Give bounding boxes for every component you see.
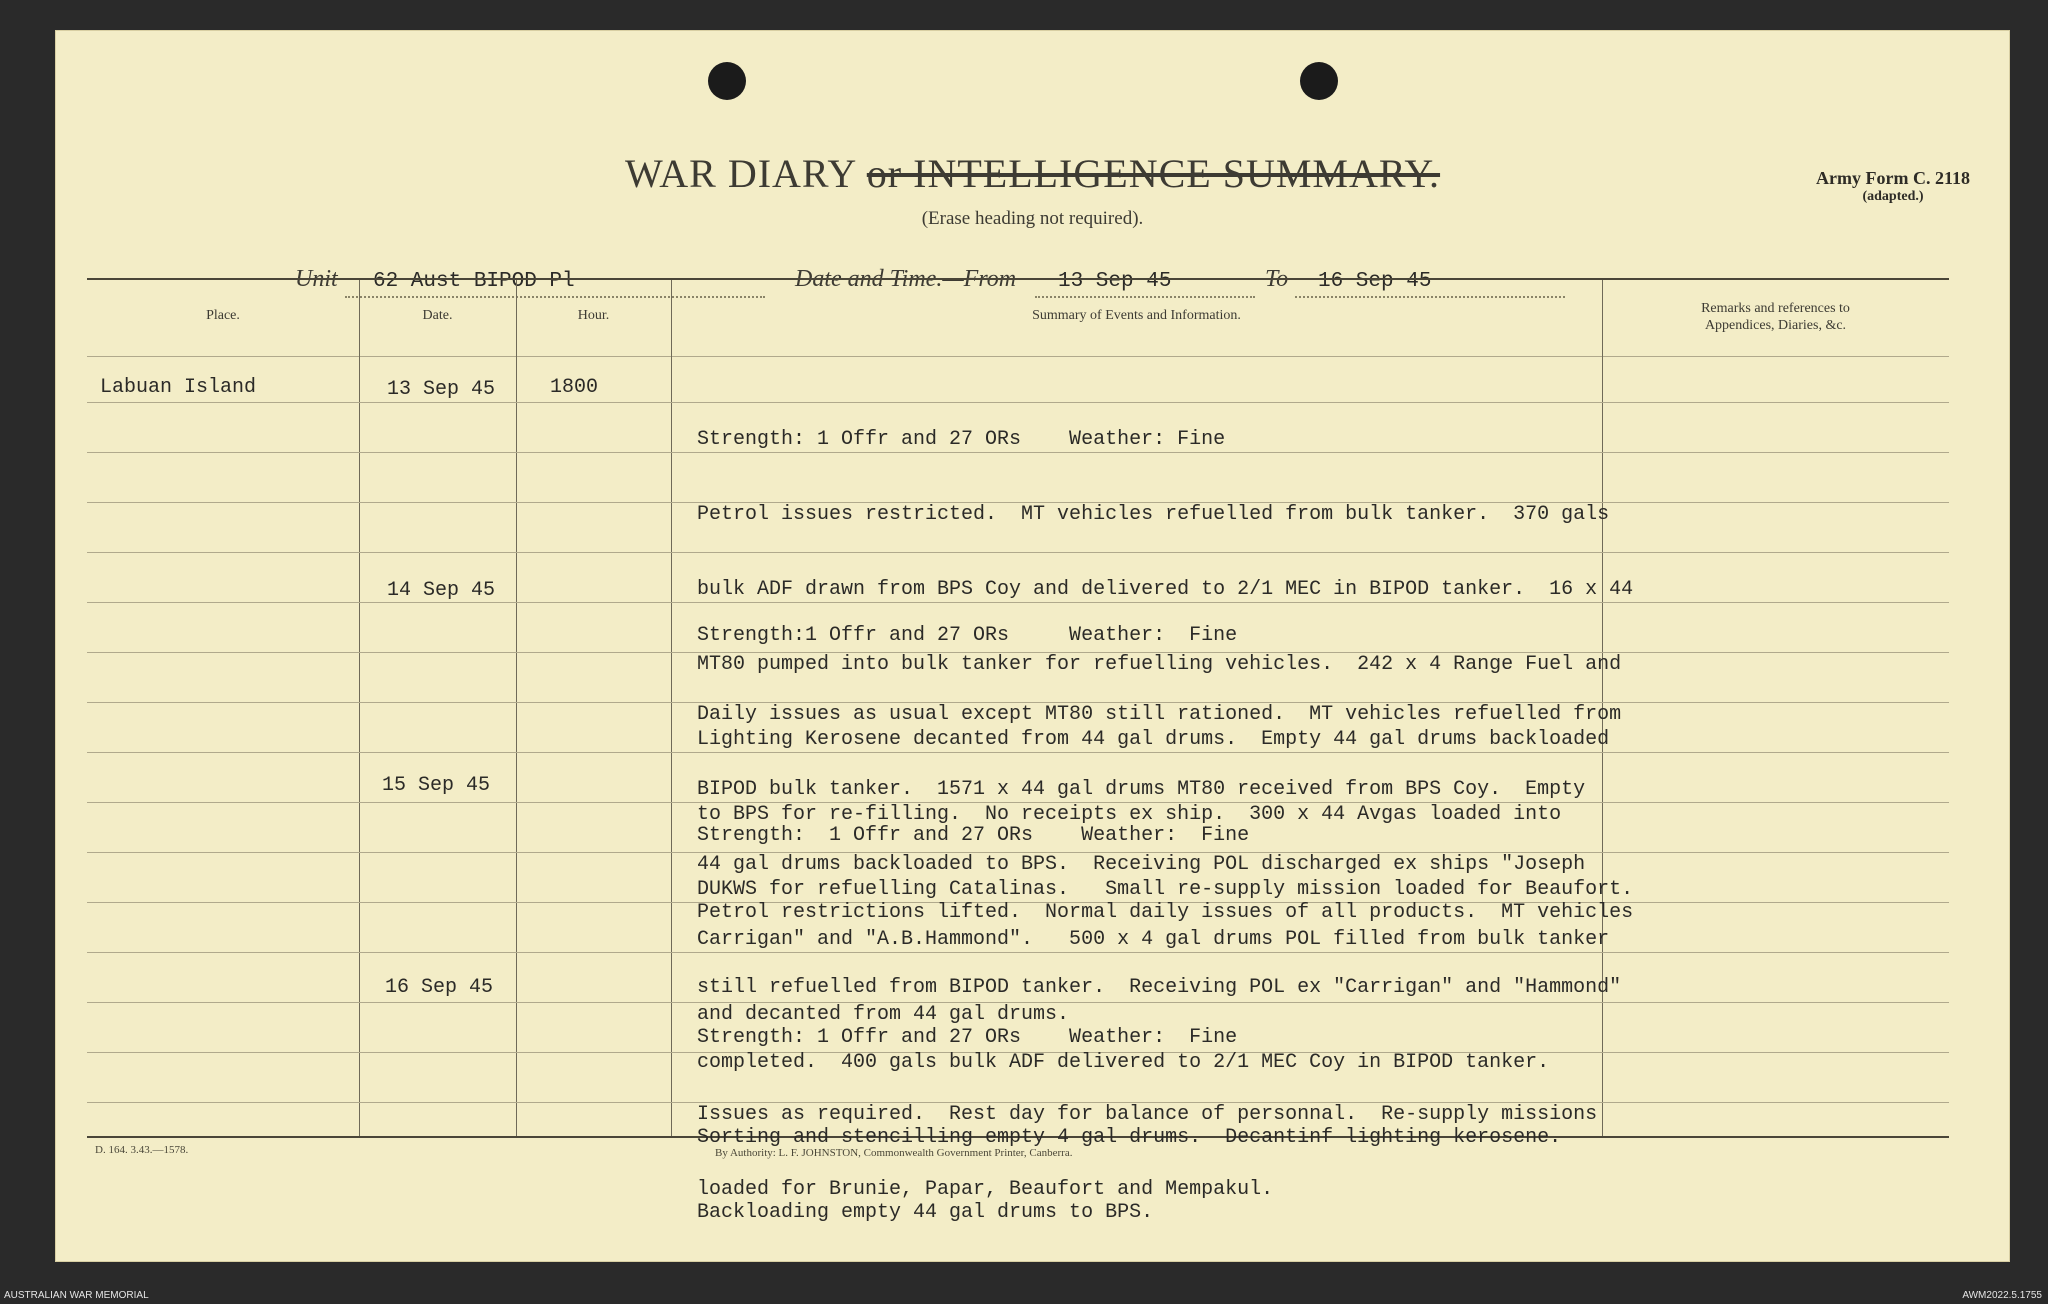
punch-hole-right	[1300, 62, 1338, 100]
form-adapted-text: (adapted.)	[1862, 189, 1924, 204]
entry-1-date: 13 Sep 45	[387, 378, 496, 401]
summary-line: Petrol issues restricted. MT vehicles refuelled from bulk tanker. 370 gals	[697, 503, 1610, 526]
summary-line: and decanted from 44 gal drums.	[697, 1003, 1070, 1026]
print-code: D. 164. 3.43.—1578.	[95, 1144, 189, 1156]
summary-line: Sorting and stencilling empty 4 gal drums. Decantinf lighting kerosene.	[697, 1126, 1562, 1149]
title-instruction: (Erase heading not required).	[921, 208, 1144, 229]
entry-1-hour: 1800	[550, 376, 599, 399]
archive-label-right: AWM2022.5.1755	[1962, 1290, 2042, 1301]
date-to-label: To	[1265, 266, 1289, 292]
summary-line: still refuelled from BIPOD tanker. Receiving POL ex "Carrigan" and "Hammond"	[697, 976, 1622, 999]
summary-line: Daily issues as usual except MT80 still rationed. MT vehicles refuelled from	[697, 703, 1622, 726]
summary-line: 44 gal drums backloaded to BPS. Receiving POL discharged ex ships "Joseph	[697, 853, 1586, 876]
col-header-remarks-line2: Appendices, Diaries, &c.	[1704, 318, 1847, 333]
table-header-rule	[87, 356, 1949, 357]
summary-line: loaded for Brunie, Papar, Beaufort and Mempakul.	[697, 1178, 1274, 1201]
col-divider-date-hour	[516, 280, 517, 1136]
war-diary-page	[55, 30, 2010, 1262]
date-to-dotted-line	[1295, 296, 1565, 298]
entry-1-place: Labuan Island	[100, 376, 257, 399]
unit-label: Unit	[295, 266, 338, 292]
col-divider-hour-summary	[671, 280, 672, 1136]
army-form-number	[1816, 168, 1970, 205]
summary-line: Petrol restrictions lifted. Normal daily issues of all products. MT vehicles	[697, 901, 1634, 924]
unit-dotted-line	[345, 296, 765, 298]
date-time-label: Date and Time.—From	[795, 266, 1017, 292]
summary-line: Strength: 1 Offr and 27 ORs Weather: Fine	[697, 428, 1226, 451]
title-struck-heading: or INTELLIGENCE SUMMARY.	[866, 151, 1441, 196]
archive-label-left: AUSTRALIAN WAR MEMORIAL	[4, 1290, 149, 1301]
summary-line: MT80 pumped into bulk tanker for refuelling vehicles. 242 x 4 Range Fuel and	[697, 653, 1622, 676]
date-to-value: 16 Sep 45	[1318, 270, 1432, 293]
summary-line: to BPS for re-filling. No receipts ex ship. 300 x 44 Avgas loaded into	[697, 803, 1562, 826]
printer-authority: By Authority: L. F. JOHNSTON, Commonwealth Government Printer, Canberra.	[715, 1147, 1073, 1159]
col-header-hour: Hour.	[577, 308, 610, 323]
summary-line: bulk ADF drawn from BPS Coy and delivered to 2/1 MEC in BIPOD tanker. 16 x 44	[697, 578, 1634, 601]
page-title	[55, 150, 2010, 197]
summary-line: Strength: 1 Offr and 27 ORs Weather: Fine	[697, 824, 1250, 847]
entry-2-date: 14 Sep 45	[387, 579, 496, 602]
summary-line: DUKWS for refuelling Catalinas. Small re-supply mission loaded for Beaufort.	[697, 878, 1634, 901]
col-divider-place-date	[359, 280, 360, 1136]
summary-line: Carrigan" and "A.B.Hammond". 500 x 4 gal drums POL filled from bulk tanker	[697, 928, 1610, 951]
summary-line: BIPOD bulk tanker. 1571 x 44 gal drums MT80 received from BPS Coy. Empty	[697, 778, 1586, 801]
summary-line: Strength: 1 Offr and 27 ORs Weather: Fine	[697, 1026, 1238, 1049]
summary-line: Issues as required. Rest day for balance of personnal. Re-supply missions	[697, 1103, 1598, 1126]
col-header-remarks	[1602, 300, 1949, 334]
col-header-summary: Summary of Events and Information.	[1032, 308, 1241, 323]
summary-line: Backloading empty 44 gal drums to BPS.	[697, 1201, 1154, 1224]
title-war-diary: WAR DIARY	[624, 151, 856, 196]
summary-line: Strength:1 Offr and 27 ORs Weather: Fine	[697, 624, 1238, 647]
form-number-text: Army Form C. 2118	[1816, 168, 1970, 188]
col-header-date: Date.	[422, 308, 453, 323]
summary-line: completed. 400 gals bulk ADF delivered to 2/1 MEC Coy in BIPOD tanker.	[697, 1051, 1550, 1074]
entry-4-date: 16 Sep 45	[385, 976, 494, 999]
table-top-rule	[87, 278, 1949, 280]
unit-value: 62 Aust BIPOD Pl	[373, 270, 575, 293]
date-from-value: 13 Sep 45	[1058, 270, 1172, 293]
col-header-place: Place.	[206, 308, 240, 323]
summary-line: Lighting Kerosene decanted from 44 gal drums. Empty 44 gal drums backloaded	[697, 728, 1610, 751]
date-from-dotted-line	[1035, 296, 1255, 298]
punch-hole-left	[708, 62, 746, 100]
entry-3-date: 15 Sep 45	[382, 774, 491, 797]
col-header-remarks-line1: Remarks and references to	[1701, 301, 1850, 316]
